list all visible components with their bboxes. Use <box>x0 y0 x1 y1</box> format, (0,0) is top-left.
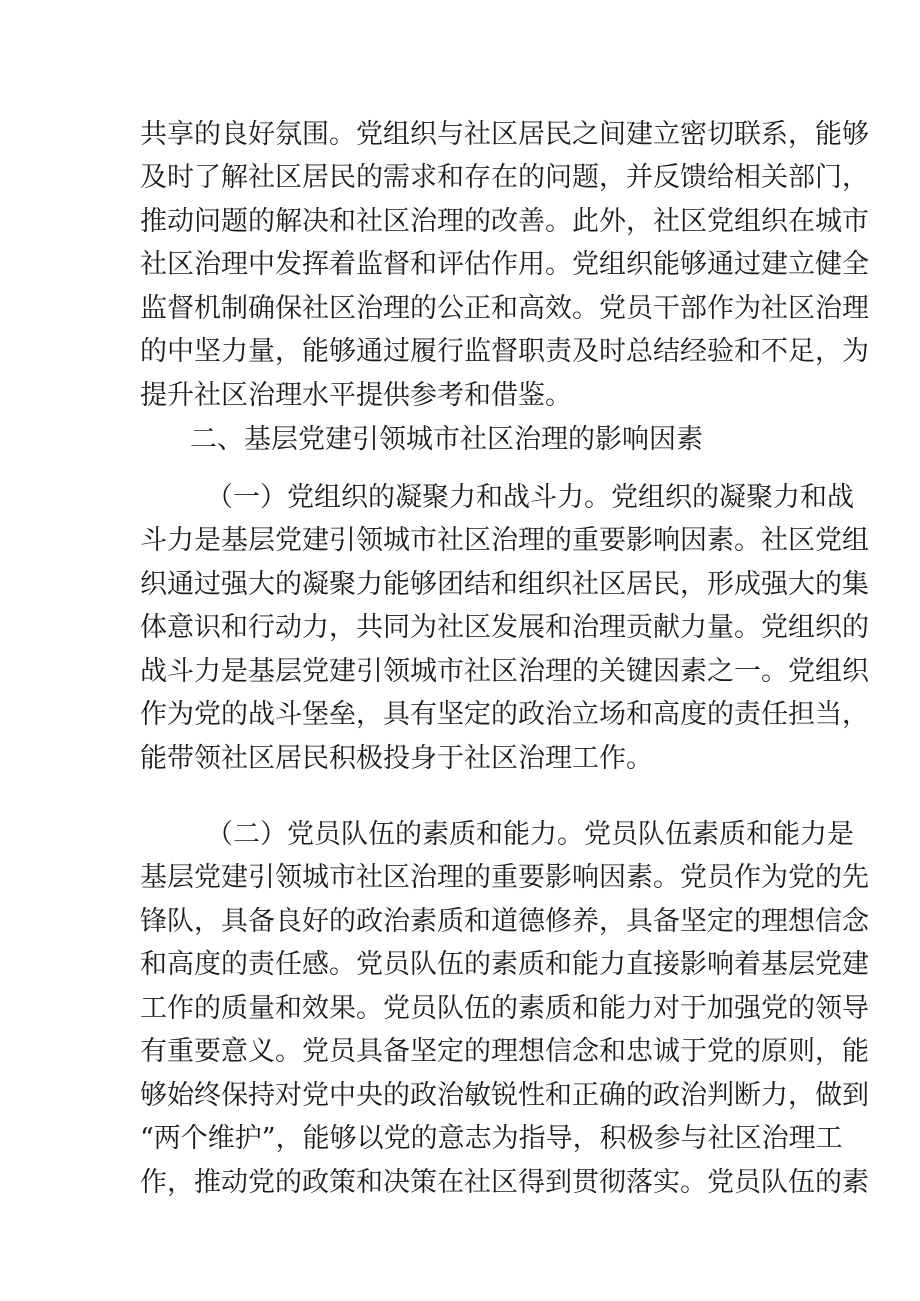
paragraph-line: 监督机制确保社区治理的公正和高效。党员干部作为社区治理 <box>140 293 869 324</box>
paragraph-line: 够始终保持对党中央的政治敏锐性和正确的政治判断力，做到 <box>140 1080 869 1111</box>
paragraph-line: 共享的良好氛围。党组织与社区居民之间建立密切联系，能够 <box>140 119 869 150</box>
paragraph-line: 有重要意义。党员具备坚定的理想信念和忠诚于党的原则，能 <box>140 1036 869 1067</box>
paragraph-line: 的中坚力量，能够通过履行监督职责及时总结经验和不足，为 <box>140 336 869 367</box>
paragraph-line: 工作的质量和效果。党员队伍的素质和能力对于加强党的领导 <box>140 993 869 1024</box>
paragraph-line: 基层党建引领城市社区治理的重要影响因素。党员作为党的先 <box>140 862 869 893</box>
paragraph-line: 作，推动党的政策和决策在社区得到贯彻落实。党员队伍的素 <box>140 1167 869 1198</box>
paragraph-line: 战斗力是基层党建引领城市社区治理的关键因素之一。党组织 <box>140 656 869 687</box>
paragraph-line: 锋队，具备良好的政治素质和道德修养，具备坚定的理想信念 <box>140 906 869 937</box>
paragraph-line: 体意识和行动力，共同为社区发展和治理贡献力量。党组织的 <box>140 612 869 643</box>
section-heading: 二、基层党建引领城市社区治理的影响因素 <box>190 424 703 455</box>
paragraph-line: （二）党员队伍的素质和能力。党员队伍素质和能力是 <box>206 819 854 850</box>
paragraph-line: “两个维护”，能够以党的意志为指导，积极参与社区治理工 <box>140 1123 843 1154</box>
paragraph-line: 社区治理中发挥着监督和评估作用。党组织能够通过建立健全 <box>140 249 869 280</box>
paragraph-line: 织通过强大的凝聚力能够团结和组织社区居民，形成强大的集 <box>140 569 869 600</box>
paragraph-line: 推动问题的解决和社区治理的改善。此外，社区党组织在城市 <box>140 206 869 237</box>
paragraph-line: 提升社区治理水平提供参考和借鉴。 <box>140 380 572 411</box>
paragraph-line: 及时了解社区居民的需求和存在的问题，并反馈给相关部门， <box>140 162 869 193</box>
paragraph-line: 斗力是基层党建引领城市社区治理的重要影响因素。社区党组 <box>140 525 869 556</box>
paragraph-line: 和高度的责任感。党员队伍的素质和能力直接影响着基层党建 <box>140 949 869 980</box>
paragraph-line: （一）党组织的凝聚力和战斗力。党组织的凝聚力和战 <box>206 482 854 513</box>
paragraph-line: 作为党的战斗堡垒，具有坚定的政治立场和高度的责任担当， <box>140 699 869 730</box>
paragraph-line: 能带领社区居民积极投身于社区治理工作。 <box>140 743 653 774</box>
